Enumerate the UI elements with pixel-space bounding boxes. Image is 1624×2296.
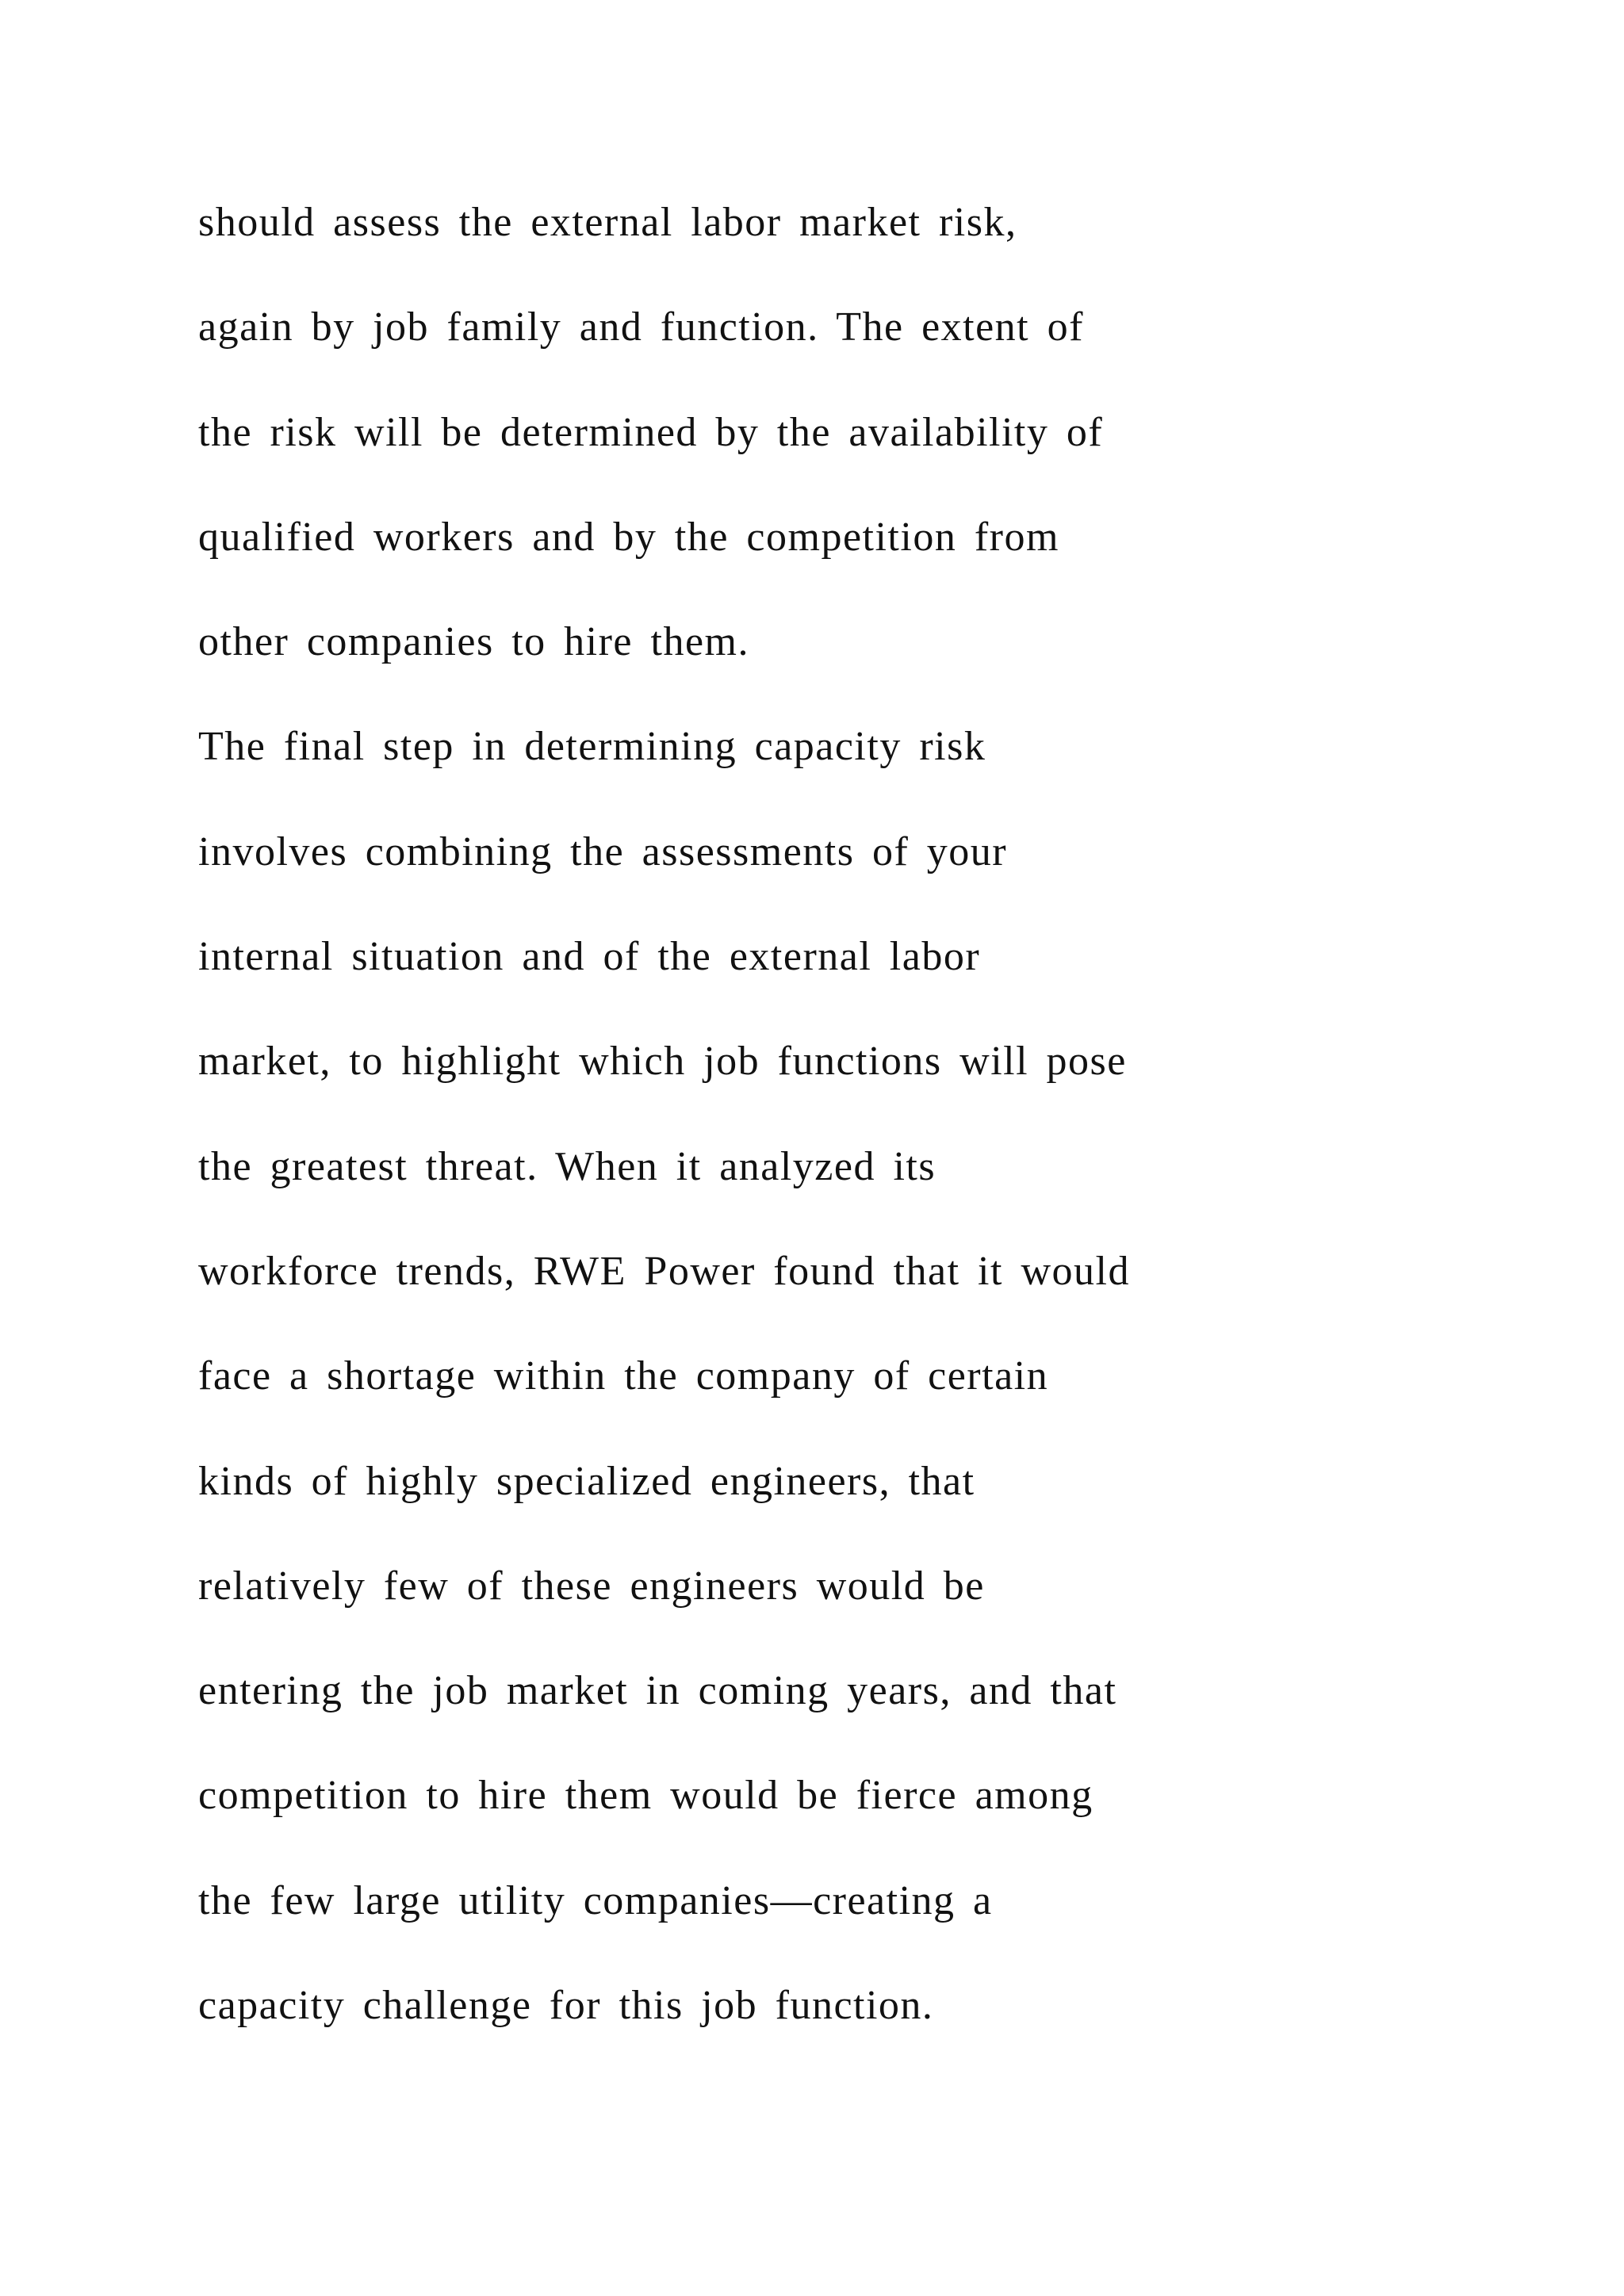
text-line: again by job family and function. The extent of <box>198 304 1084 350</box>
text-line: involves combining the assessments of your <box>198 828 1008 874</box>
text-line: market, to highlight which job functions will pose <box>198 1039 1127 1085</box>
text-line: the greatest threat. When it analyzed its <box>198 1143 936 1189</box>
text-line: internal situation and of the external labor <box>198 934 981 980</box>
text-line: the few large utility companies—creating a <box>198 1877 993 1923</box>
text-line: should assess the external labor market risk, <box>198 200 1017 245</box>
text-line: workforce trends, RWE Power found that it would <box>198 1248 1130 1294</box>
body-text <box>198 184 1435 2072</box>
text-line: capacity challenge for this job function. <box>198 1983 934 2029</box>
text-line: the risk will be determined by the availability of <box>198 409 1104 455</box>
text-line: qualified workers and by the competition from <box>198 514 1059 560</box>
text-line: kinds of highly specialized engineers, that <box>198 1458 975 1504</box>
text-line: entering the job market in coming years, and that <box>198 1668 1117 1714</box>
text-line: The final step in determining capacity risk <box>198 724 986 770</box>
text-line: face a shortage within the company of certain <box>198 1353 1049 1399</box>
text-line: other companies to hire them. <box>198 619 749 665</box>
text-line: relatively few of these engineers would be <box>198 1563 985 1609</box>
text-line: competition to hire them would be fierce among <box>198 1773 1094 1819</box>
